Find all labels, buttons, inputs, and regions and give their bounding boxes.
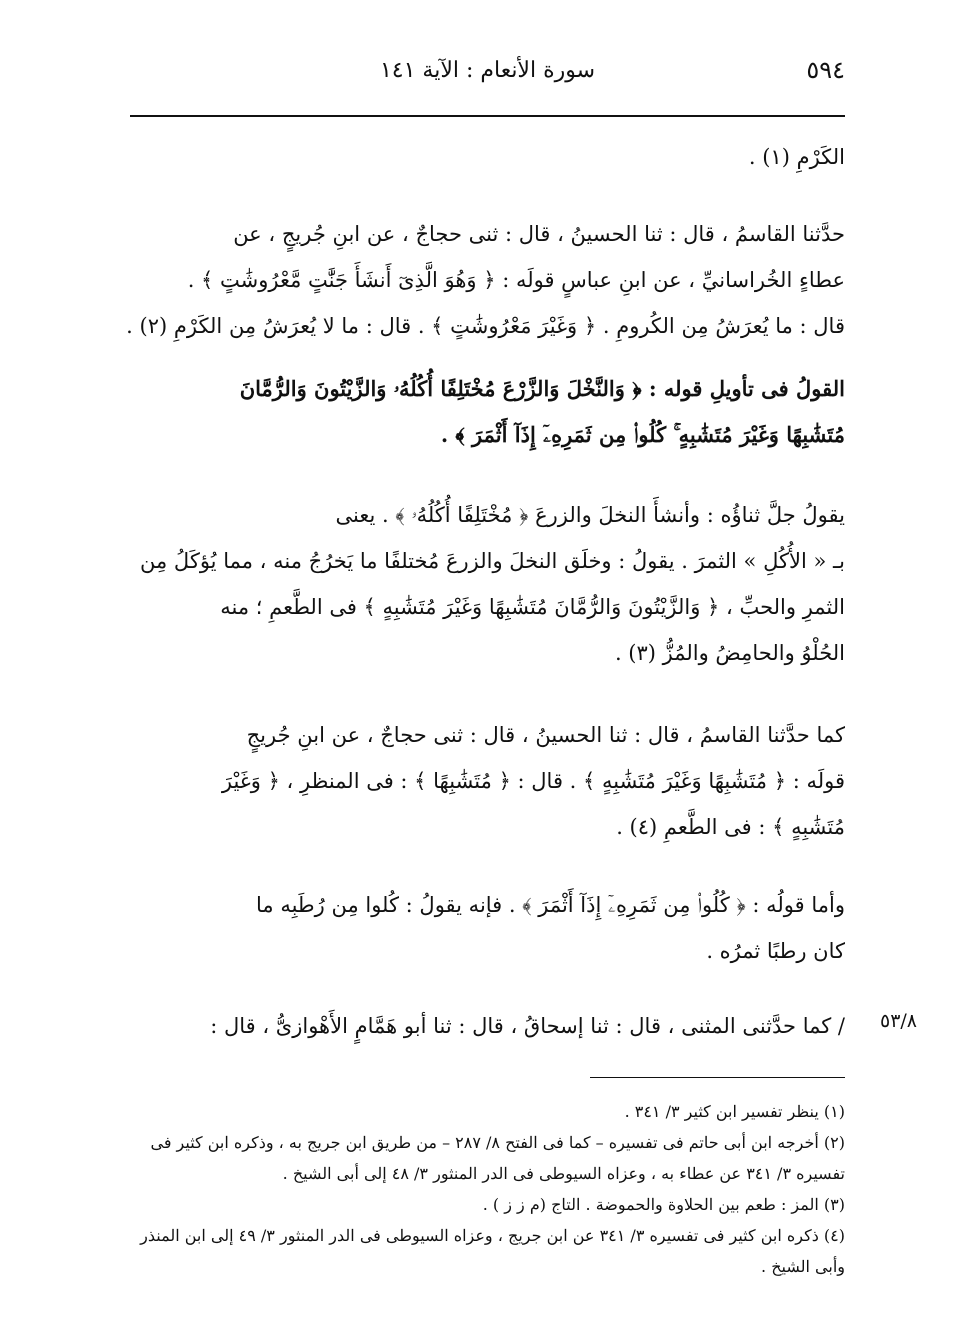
text-line: بـ « الأُكُلِ » الثمرَ . يقولُ : وخلَق النخلَ والزرعَ مُختلفًا ما يَخرُجُ منه ، مما يُؤكَلُ مِن xyxy=(140,549,845,573)
page-number: ٥٩٤ xyxy=(806,56,845,84)
margin-reference: ٥٣/٨ xyxy=(880,1010,918,1032)
text-line: مُتَشَٰبِهٍ ﴾ : فى الطَّعمِ (٤) . xyxy=(616,815,845,839)
running-head xyxy=(130,56,845,96)
text-line: عطاءٍ الخُراسانيِّ ، عن ابنِ عباسٍ قولَه : ﴿ وَهُوَ الَّذِىٓ أَنشَأَ جَنَّٰتٍ مَّعْرُوشَٰتٍ ﴾ . xyxy=(187,268,845,292)
paragraph-4 xyxy=(130,712,845,850)
footnotes xyxy=(130,1096,845,1282)
paragraph-1 xyxy=(126,211,845,349)
text-line: حدَّثنا القاسمُ ، قال : ثنا الحسينُ ، قال : ثنى حجاجٌ ، عن ابنِ جُريجٍ ، عن xyxy=(233,222,845,246)
footnote: (١) ينظر تفسير ابن كثير ٣/ ٣٤١ . xyxy=(624,1102,845,1121)
header-divider xyxy=(130,115,845,117)
section-heading-paragraph xyxy=(130,366,845,458)
footnote: (٣) المز : طعم بين الحلاوة والحموضة . التاج (م ز ز ) . xyxy=(482,1195,845,1214)
text-line: الحُلْوُ والحامِضُ والمُزُّ (٣) . xyxy=(614,641,845,665)
footnote: وأبى الشيخ . xyxy=(761,1257,845,1276)
text-line: / كما حدَّثنى المثنى ، قال : ثنا إسحاقُ ، قال : ثنا أبو هَمَّامٍ الأَهْوازىُّ ، قال : xyxy=(210,1014,845,1038)
text-line: يقولُ جلَّ ثناؤُه : وأنشأَ النخلَ والزرعَ ﴿ مُخْتَلِفًا أُكُلُهُۥ ﴾ . يعنى xyxy=(335,503,845,527)
paragraph-6 xyxy=(130,1003,845,1049)
text-line: الكَرْمِ (١) . xyxy=(748,145,845,169)
text-line: كان رطبًا ثمرُه . xyxy=(706,939,845,963)
text-line: قولَه : ﴿ مُتَشَٰبِهًا وَغَيْرَ مُتَشَٰبِهٍ ﴾ . قال : ﴿ مُتَشَٰبِهًا ﴾ : فى المنظرِ ، ﴿ وَغَيْرَ xyxy=(221,769,845,793)
paragraph-5 xyxy=(130,882,845,974)
footnote: (٢) أخرجه ابن أبى حاتم فى تفسيره – كما فى الفتح ٨/ ٢٨٧ – من طريق ابن جريج به ، وذكره ابن كثير فى xyxy=(150,1133,845,1152)
footnote-divider xyxy=(590,1077,845,1078)
text-line: كما حدَّثنا القاسمُ ، قال : ثنا الحسينُ ، قال : ثنى حجاجٌ ، عن ابنِ جُريجٍ xyxy=(246,723,845,747)
footnote: تفسيره ٣/ ٣٤١ عن عطاء به ، وعزاه السيوطى فى الدر المنثور ٣/ ٤٨ إلى أبى الشيخ . xyxy=(282,1164,845,1183)
paragraph-0 xyxy=(130,134,845,180)
text-line: الثمرِ والحبِّ ، ﴿ وَالزَّيْتُونَ وَالرُّمَّانَ مُتَشَٰبِهًا وَغَيْرَ مُتَشَٰبِهٍ ﴾ فى الطَّعمِ ؛ منه xyxy=(220,595,845,619)
paragraph-3 xyxy=(130,492,845,676)
text-line: القولُ فى تأويلِ قوله : ﴿ وَالنَّخْلَ وَالزَّرْعَ مُخْتَلِفًا أُكُلُهُۥ وَالزَّيْتُونَ وَالرُّمَّانَ xyxy=(239,376,845,401)
footnote: (٤) ذكره ابن كثير فى تفسيره ٣/ ٣٤١ عن ابن جريج ، وعزاه السيوطى فى الدر المنثور ٣/ ٤٩ إلى ابن المنذر xyxy=(140,1226,845,1245)
text-line: مُتَشَٰبِهًا وَغَيْرَ مُتَشَٰبِهٍ ۚ كُلُوا۟ مِن ثَمَرِهِۦٓ إِذَآ أَثْمَرَ ﴾ . xyxy=(440,422,845,447)
text-line: وأما قولُه : ﴿ كُلُوا۟ مِن ثَمَرِهِۦٓ إِذَآ أَثْمَرَ ﴾ . فإنه يقولُ : كُلوا مِن رُطَبِه ما xyxy=(256,893,845,917)
running-title: سورة الأنعام : الآية ١٤١ xyxy=(379,58,596,83)
text-line: قال : ما يُعرَشُ مِن الكُرومِ . ﴿ وَغَيْرَ مَعْرُوشَٰتٍ ﴾ . قال : ما لا يُعرَشُ مِن الكَرْمِ (٢) . xyxy=(126,314,845,338)
